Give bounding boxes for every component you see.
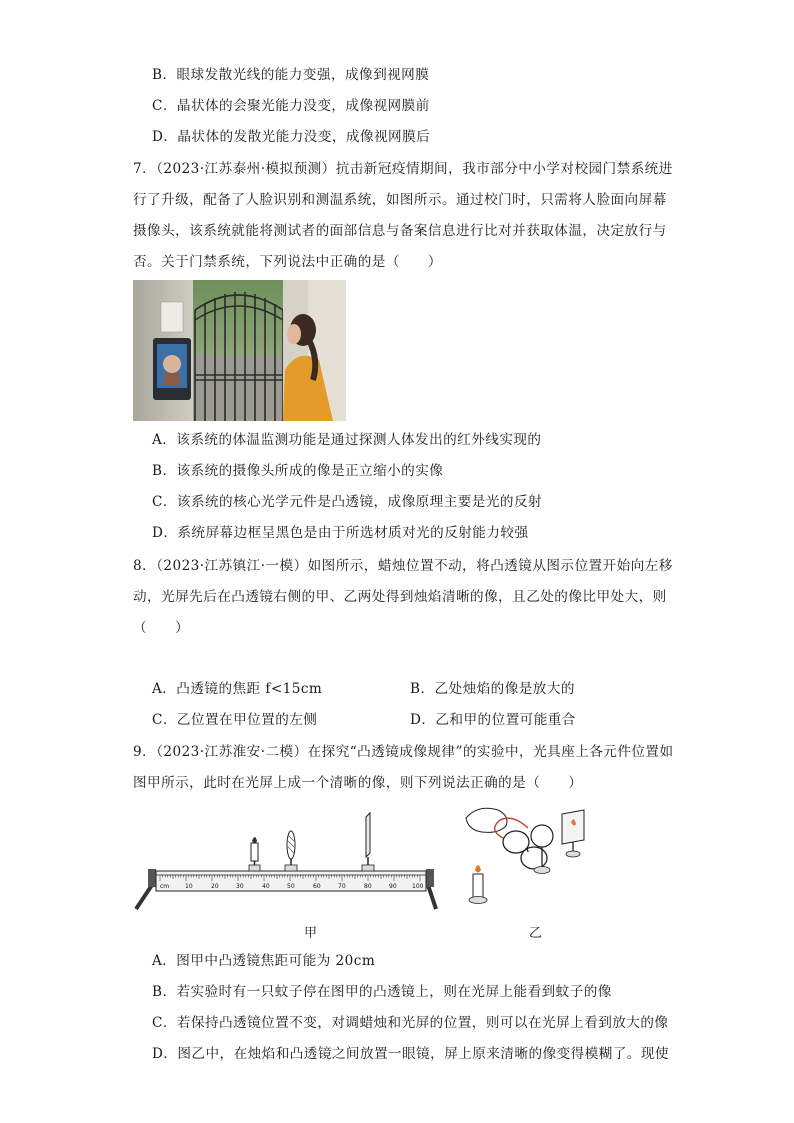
q7-stem-line4: 否。关于门禁系统，下列说法中正确的是（ ） bbox=[133, 254, 442, 270]
tick-label-100: 100 bbox=[412, 883, 424, 890]
q9-option-a: A．图甲中凸透镜焦距可能为 20cm bbox=[152, 953, 376, 969]
q6-option-c: C．晶状体的会聚光能力没变，成像视网膜前 bbox=[152, 98, 430, 114]
q6-option-b: B．眼球发散光线的能力变强，成像到视网膜 bbox=[152, 67, 430, 83]
q7-stem-line2: 行了升级，配备了人脸识别和测温系统，如图所示。通过校门时，只需将人脸面向屏幕 bbox=[133, 192, 667, 208]
bench-unit-label: cm bbox=[160, 883, 170, 890]
tick-label-20: 20 bbox=[211, 883, 219, 890]
q7-option-b: B．该系统的摄像头所成的像是正立缩小的实像 bbox=[152, 463, 444, 479]
q9-option-d: D．图乙中，在烛焰和凸透镜之间放置一眼镜，屏上原来清晰的像变得模糊了。现使 bbox=[152, 1046, 669, 1062]
figure-label-jia: 甲 bbox=[304, 926, 318, 941]
lens-glasses-figure bbox=[458, 800, 598, 912]
q6-option-d: D．晶状体的发散光能力没变，成像视网膜后 bbox=[152, 129, 431, 145]
q8-stem-line1: 8．（2023·江苏镇江·一模）如图所示，蜡烛位置不动，将凸透镜从图示位置开始向左移 bbox=[133, 558, 673, 574]
tick-label-30: 30 bbox=[236, 883, 244, 890]
q9-stem-line1: 9．（2023·江苏淮安·二模）在探究“凸透镜成像规律”的实验中，光具座上各元件位置如 bbox=[133, 744, 674, 760]
candle-icon bbox=[469, 865, 487, 904]
tick-label-70: 70 bbox=[338, 883, 346, 890]
tick-label-10: 10 bbox=[185, 883, 193, 890]
q8-option-a: A．凸透镜的焦距 f<15cm bbox=[152, 681, 323, 697]
q7-stem-line3: 摄像头，该系统就能将测试者的面部信息与备案信息进行比对并获取体温，决定放行与 bbox=[133, 223, 667, 239]
tick-label-40: 40 bbox=[262, 883, 270, 890]
convex-lens-icon bbox=[285, 831, 297, 871]
light-screen-icon bbox=[362, 813, 374, 871]
tick-label-80: 80 bbox=[364, 883, 372, 890]
q9-option-b: B．若实验时有一只蚊子停在图甲的凸透镜上，则在光屏上能看到蚊子的像 bbox=[152, 984, 612, 1000]
q9-stem-line2: 图甲所示，此时在光屏上成一个清晰的像，则下列说法正确的是（ ） bbox=[133, 775, 583, 791]
q8-option-d: D．乙和甲的位置可能重合 bbox=[410, 712, 576, 728]
candle-icon bbox=[249, 837, 260, 871]
tick-label-50: 50 bbox=[287, 883, 295, 890]
q7-option-c: C．该系统的核心光学元件是凸透镜，成像原理主要是光的反射 bbox=[152, 494, 543, 510]
q7-stem-line1: 7．（2023·江苏泰州·模拟预测）抗击新冠疫情期间，我市部分中小学对校园门禁系统进 bbox=[133, 161, 673, 177]
q8-stem-line2: 动，光屏先后在凸透镜右侧的甲、乙两处得到烛焰清晰的像，且乙处的像比甲处大，则 bbox=[133, 589, 667, 605]
gate-photo-illustration bbox=[133, 280, 346, 421]
q8-option-b: B．乙处烛焰的像是放大的 bbox=[410, 681, 575, 697]
q9-option-c: C．若保持凸透镜位置不变，对调蜡烛和光屏的位置，则可以在光屏上看到放大的像 bbox=[152, 1015, 669, 1031]
convex-lens-icon bbox=[531, 825, 553, 874]
light-screen-icon bbox=[562, 810, 584, 857]
q8-option-c: C．乙位置在甲位置的左侧 bbox=[152, 712, 318, 728]
q7-option-a: A．该系统的体温监测功能是通过探测人体发出的红外线实现的 bbox=[152, 432, 542, 448]
tick-label-60: 60 bbox=[313, 883, 321, 890]
q8-stem-line3: （ ） bbox=[133, 620, 190, 636]
optical-bench-figure bbox=[130, 805, 440, 915]
q7-option-d: D．系统屏幕边框呈黑色是由于所选材质对光的反射能力较强 bbox=[152, 525, 529, 541]
tick-label-90: 90 bbox=[389, 883, 397, 890]
figure-label-yi: 乙 bbox=[529, 926, 543, 941]
q7-gate-photo bbox=[133, 280, 346, 421]
